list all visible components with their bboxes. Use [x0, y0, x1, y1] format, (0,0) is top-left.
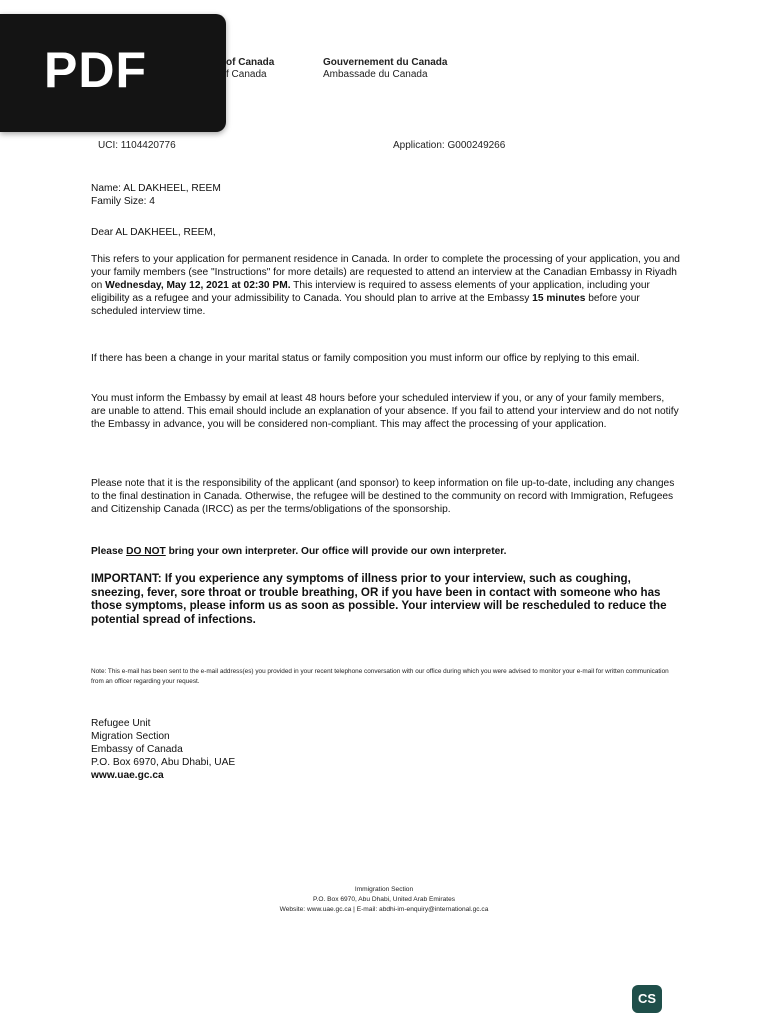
camscanner-icon[interactable]: CS	[632, 985, 662, 1013]
signature-unit: Refugee Unit	[91, 718, 151, 729]
paragraph-notify-embassy: You must inform the Embassy by email at least 48 hours before your scheduled interview if you, or any of your family members, are unable to attend. This email should include an explanation of your absence. If you fail to attend your interview and do not notify the Embassy in advance, you will be considered non-compliant. This may affect the processing of your application.	[91, 393, 679, 430]
interview-date: Wednesday, May 12, 2021 at 02:30 PM.	[105, 280, 291, 291]
paragraph-responsibility: Please note that it is the responsibility of the applicant (and sponsor) to keep information on file up-to-date, including any changes to the final destination in Canada. Otherwise, the refugee will be destined to the community on record with Immigration, Refugees and Citizenship Canada (IRCC) as per the terms/obligations of the sponsorship.	[91, 478, 675, 515]
p1-text-c: before your scheduled interview time.	[91, 293, 640, 317]
paragraph-interview	[91, 253, 681, 318]
letterhead-fr-line1: Gouvernement du Canada	[323, 57, 448, 68]
signature-section: Migration Section	[91, 731, 170, 742]
signature-website: www.uae.gc.ca	[91, 770, 164, 781]
signature-block	[91, 717, 235, 782]
letterhead-en-line1: of Canada	[226, 57, 275, 68]
footer	[0, 885, 768, 915]
letterhead-en-line2: f Canada	[226, 69, 267, 80]
letterhead-french	[323, 57, 493, 81]
footer-section: Immigration Section	[354, 886, 414, 893]
footer-address: P.O. Box 6970, Abu Dhabi, United Arab Emirates	[312, 896, 456, 903]
footer-contact: Website: www.uae.gc.ca | E-mail: abdhi-im-enquiry@international.gc.ca	[279, 906, 489, 913]
signature-address: P.O. Box 6970, Abu Dhabi, UAE	[91, 757, 236, 768]
signature-embassy: Embassy of Canada	[91, 744, 183, 755]
do-not-underlined: DO NOT	[126, 546, 166, 557]
important-warning: IMPORTANT: If you experience any symptoms of illness prior to your interview, such as coughing, sneezing, fever, sore throat or trouble breathing, OR if you have been in contact with someone who has those symptoms, please inform us as soon as possible. Your interview will be rescheduled to reduce the potential spread of infections.	[91, 572, 667, 626]
p5-text-a: Please	[91, 546, 127, 557]
arrival-minutes: 15 minutes	[532, 293, 586, 304]
letterhead-english	[226, 57, 316, 81]
paragraph-interpreter	[91, 545, 681, 558]
application-number: Application: G000249266	[393, 140, 506, 151]
recipient-family-size: Family Size: 4	[91, 196, 155, 207]
pdf-badge-label: PDF	[44, 42, 147, 98]
letterhead-fr-line2: Ambassade du Canada	[323, 69, 428, 80]
p1-text-b: This interview is required to assess elements of your application, including your eligibility as a refugee and your admissibility to Canada. You should plan to arrive at the Embassy	[91, 280, 650, 304]
paragraph-marital-status: If there has been a change in your marital status or family composition you must inform our office by replying to this email.	[91, 353, 640, 364]
email-note: Note: This e-mail has been sent to the e-mail address(es) you provided in your recent telephone conversation with our office during which you were advised to monitor your e-mail for written communication from an officer regarding your request.	[91, 668, 669, 685]
recipient-name: Name: AL DAKHEEL, REEM	[91, 183, 221, 194]
p5-text-b: bring your own interpreter. Our office will provide our own interpreter.	[165, 546, 507, 557]
uci-number: UCI: 1104420776	[98, 140, 176, 151]
p1-text-a: This refers to your application for permanent residence in Canada. In order to complete the processing of your application, you and your family members (see "Instructions" for more details) are requested to attend an interview at the Canadian Embassy in Riyadh on	[91, 254, 680, 291]
salutation: Dear AL DAKHEEL, REEM,	[91, 227, 216, 238]
